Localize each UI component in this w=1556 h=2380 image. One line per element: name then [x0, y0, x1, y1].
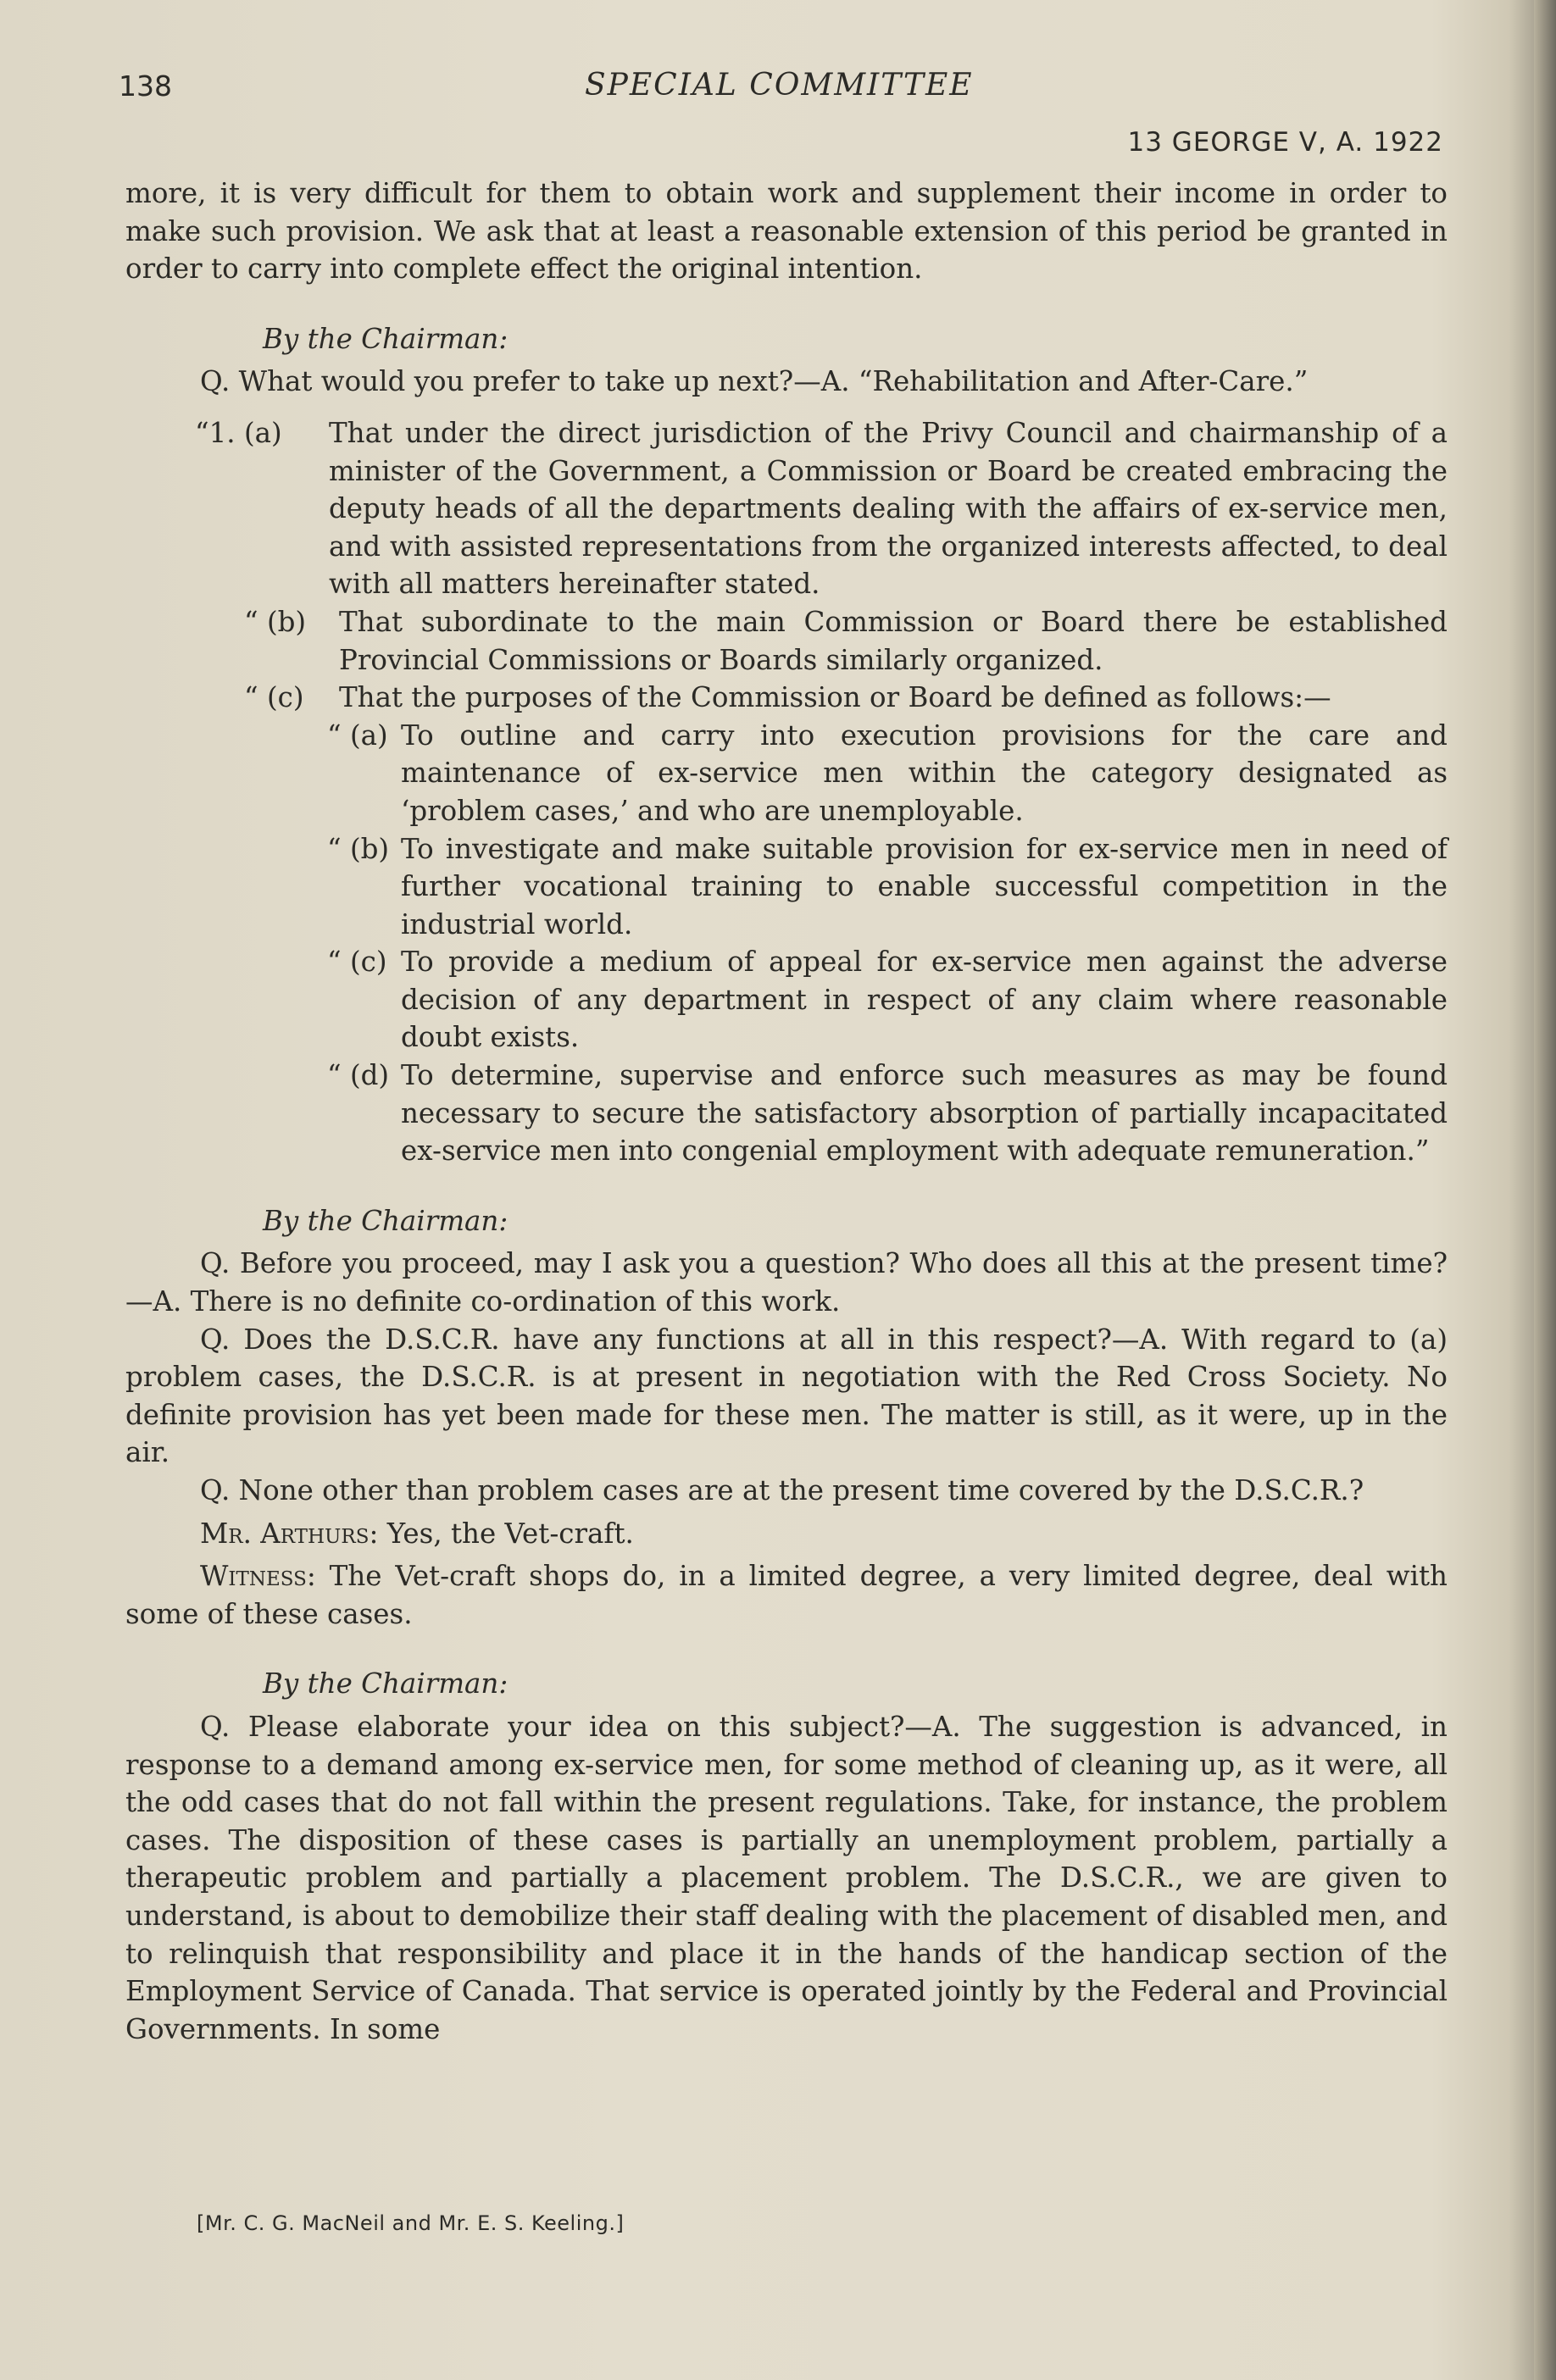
- list-item-1c: [125, 679, 1448, 717]
- list-item-1b: [125, 603, 1448, 679]
- speaker-text: : The Vet-craft shops do, in a limited degree, a very limited degree, deal with some of these cases.: [125, 1560, 1448, 1630]
- speaker-name: Witness: [200, 1560, 307, 1593]
- list-marker: “ (b): [244, 605, 307, 638]
- list-marker: “ (d): [327, 1059, 390, 1092]
- book-spine-shadow: [1534, 0, 1556, 2380]
- list-item-text: That subordinate to the main Commission or Board there be established Provincial Commissions or Boards similarly organized.: [339, 605, 1448, 676]
- sublist-item-c: [125, 943, 1448, 1057]
- speaker-footer: [Mr. C. G. MacNeil and Mr. E. S. Keeling.]: [197, 2211, 625, 2235]
- list-item-text: To outline and carry into execution provisions for the care and maintenance of ex-service men within the category designated as ‘problem cases,’ and who are unemployable.: [401, 718, 1448, 827]
- list-marker: “ (c): [244, 681, 304, 714]
- list-item-1a: [125, 414, 1448, 603]
- sublist-item-a: [125, 717, 1448, 830]
- question-paragraph: Q. What would you prefer to take up next?—A. “Rehabilitation and After-Care.”: [200, 365, 1309, 398]
- list-item-text: To provide a medium of appeal for ex-service men against the adverse decision of any department in respect of any claim where reasonable doubt exists.: [401, 946, 1448, 1054]
- list-item-text: To determine, supervise and enforce such measures as may be found necessary to secure the satisfactory absorption of partially incapacitated ex-service men into congenial employment with adequate remuneration.”: [401, 1059, 1448, 1168]
- question-paragraph: Q. Before you proceed, may I ask you a question? Who does all this at the present time?—A. There is no definite co-ordination of this work.: [125, 1247, 1448, 1318]
- question-paragraph: Q. Please elaborate your idea on this subject?—A. The suggestion is advanced, in response to a demand among ex-service men, for some method of cleaning up, as it were, all the odd cases that do not fall within the present regulations. Take, for instance, the problem cases. The disposition of these cases is partially an unemployment problem, partially a therapeutic problem and partially a placement problem. The D.S.C.R., we are given to understand, is about to demobilize their staff dealing with the placement of disabled men, and to relinquish that responsibility and place it in the hands of the handicap section of the Employment Service of Canada. That service is operated jointly by the Federal and Provincial Governments. In some: [125, 1710, 1448, 2045]
- session-reference: 13 GEORGE V, A. 1922: [1127, 127, 1443, 158]
- list-marker: “ (c): [327, 946, 387, 979]
- section-heading: By the Chairman:: [263, 322, 508, 355]
- page-body: [125, 175, 1448, 2048]
- list-marker: “ (a): [327, 718, 388, 752]
- question-paragraph: Q. Does the D.S.C.R. have any functions at all in this respect?—A. With regard to (a) problem cases, the D.S.C.R. is at present in negotiation with the Red Cross Society. No definite provision has yet been made for these men. The matter is still, as it were, up in the air.: [125, 1323, 1448, 1469]
- paragraph-continuation: more, it is very difficult for them to obtain work and supplement their income in order to make such provision. We ask that at least a reasonable extension of this period be granted in order to carry into complete effect the original intention.: [125, 177, 1448, 286]
- speaker-name: Mr. Arthurs: [200, 1517, 370, 1550]
- sublist-item-b: [125, 830, 1448, 944]
- running-title: SPECIAL COMMITTEE: [585, 68, 974, 103]
- section-heading: By the Chairman:: [263, 1204, 508, 1237]
- list-marker: “ (b): [327, 832, 390, 865]
- speaker-paragraph: [125, 1515, 1448, 1553]
- list-item-text: That the purposes of the Commission or Board be defined as follows:—: [339, 681, 1331, 714]
- page-number: 138: [119, 69, 172, 103]
- list-item-text: To investigate and make suitable provision for ex-service men in need of further vocational training to enable successful competition in the industrial world.: [401, 832, 1448, 940]
- sublist-item-d: [125, 1057, 1448, 1170]
- question-paragraph: Q. None other than problem cases are at the present time covered by the D.S.C.R.?: [200, 1474, 1364, 1506]
- list-item-text: That under the direct jurisdiction of the Privy Council and chairmanship of a minister of the Government, a Commission or Board be created embracing the deputy heads of all the departments dealing with the affairs of ex-service men, and with assisted representations from the organized interests affected, to deal with all matters hereinafter stated.: [329, 416, 1448, 601]
- speaker-text: : Yes, the Vet-craft.: [369, 1517, 634, 1550]
- section-heading: By the Chairman:: [263, 1667, 508, 1700]
- speaker-paragraph: [125, 1557, 1448, 1633]
- list-marker: “1. (a): [195, 416, 282, 449]
